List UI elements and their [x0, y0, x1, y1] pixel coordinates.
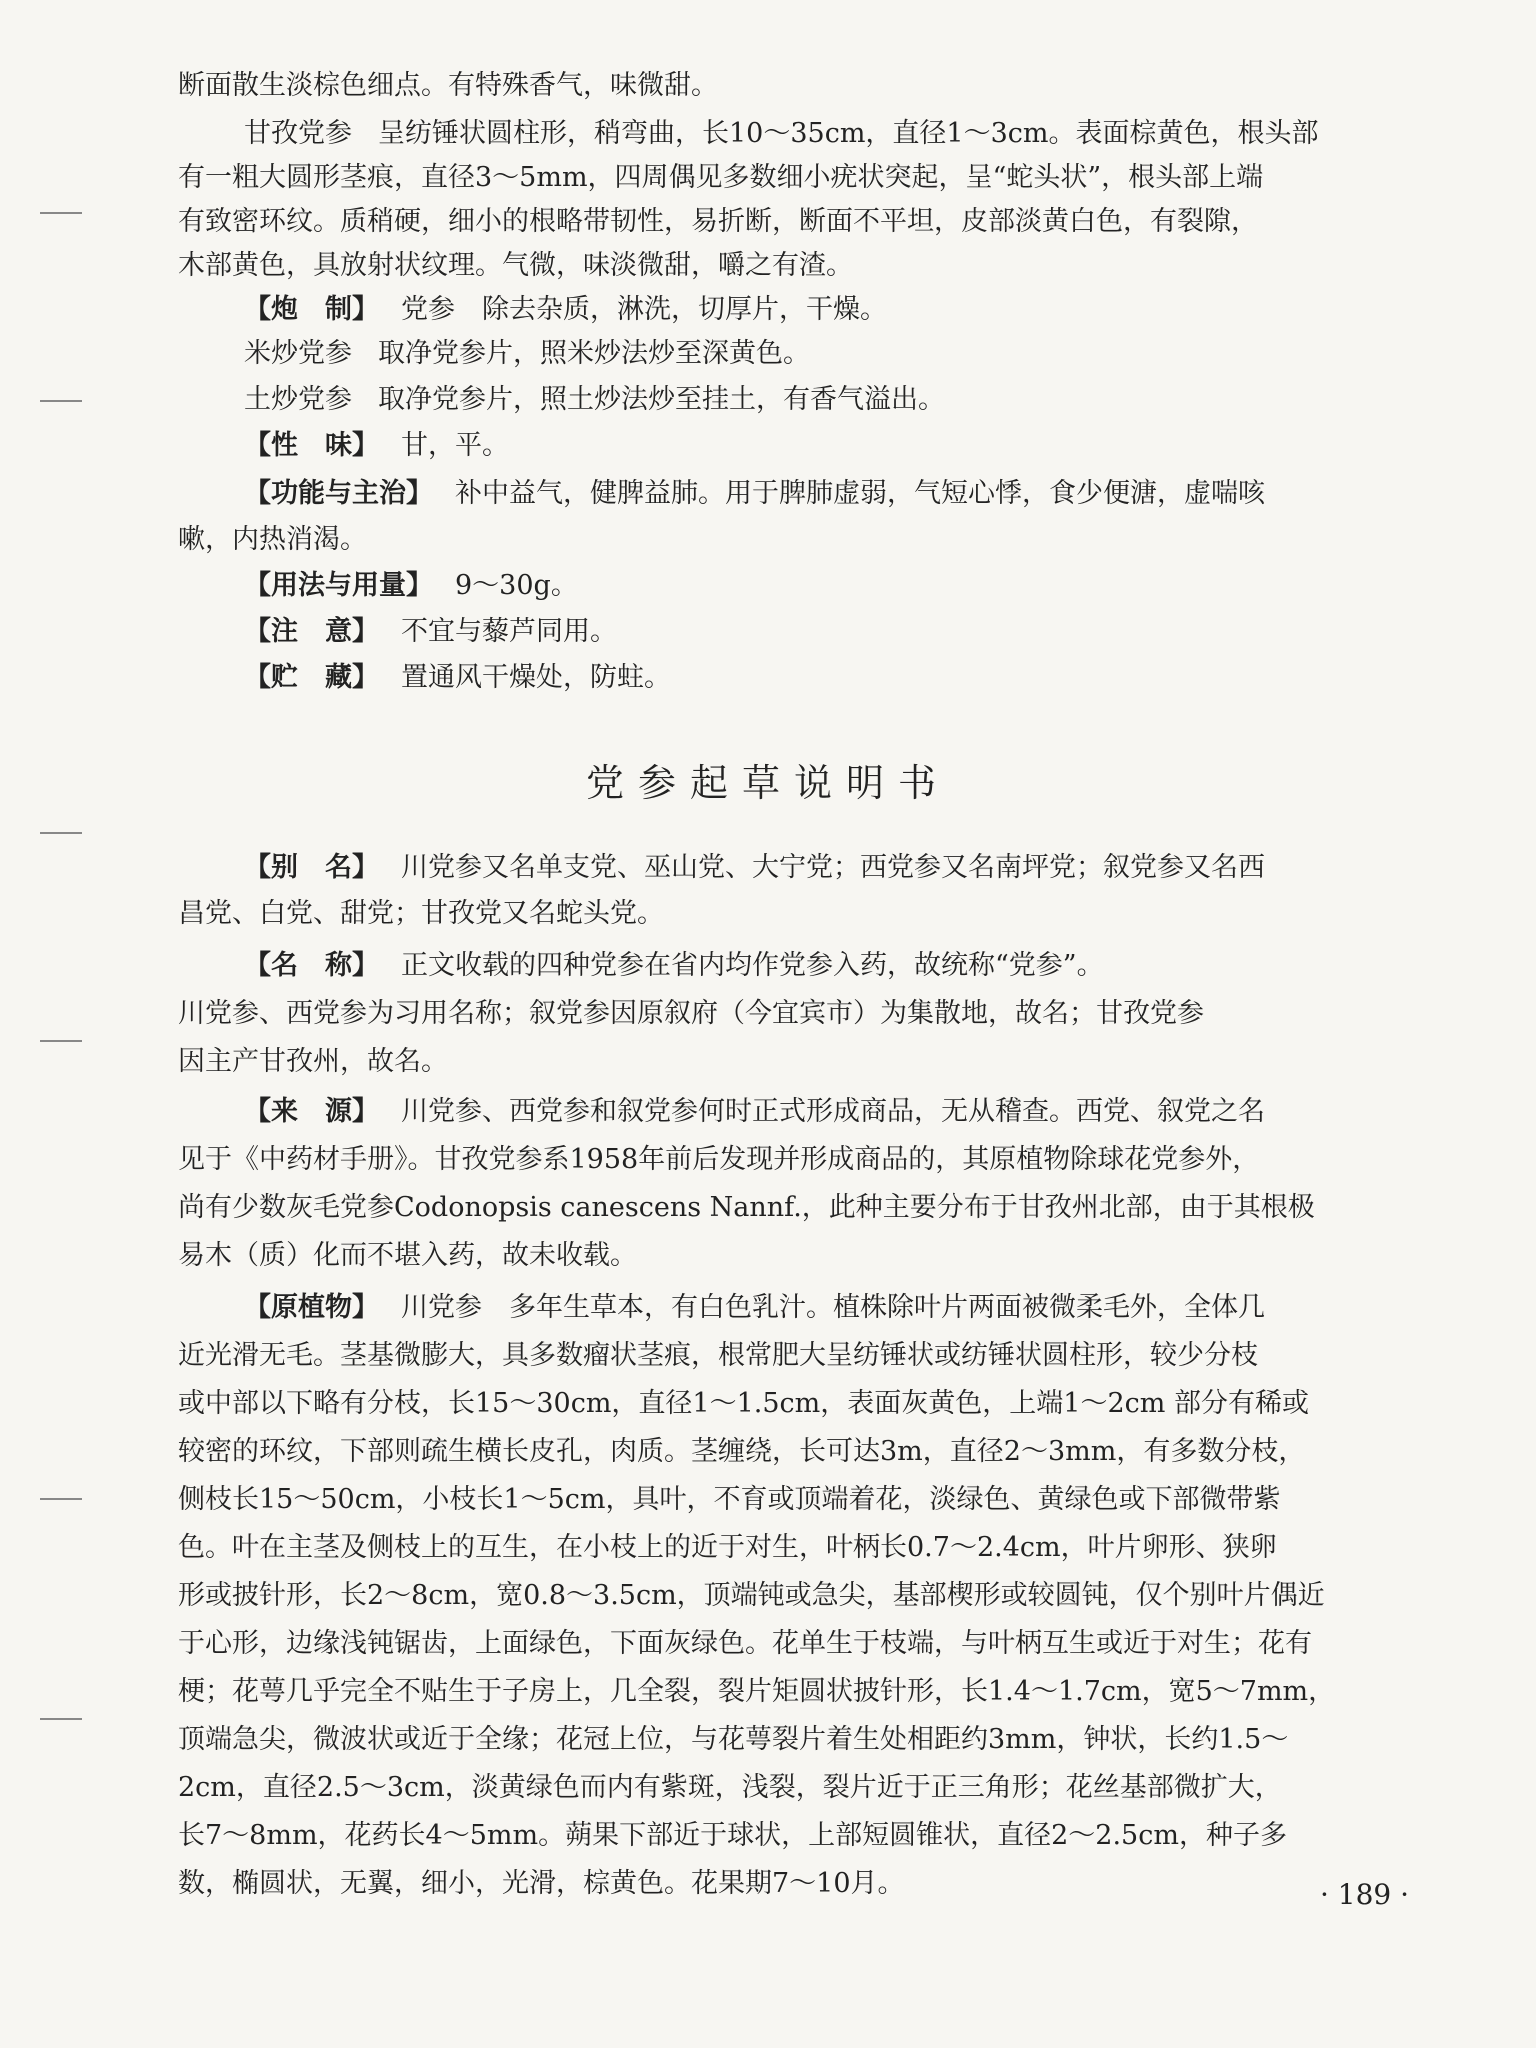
text-line: 数，椭圆状，无翼，细小，光滑，棕黄色。花果期7～10月。 [178, 1868, 905, 1899]
section-tag: 【原植物】 [244, 1292, 379, 1323]
text-line: 甘孜党参 呈纺锤状圆柱形，稍弯曲，长10～35cm，直径1～3cm。表面棕黄色，根头部 [244, 118, 1319, 149]
section-title: 党参起草说明书 [585, 761, 950, 805]
section-tag: 【炮 制】 [244, 294, 379, 325]
text-line: 有一粗大圆形茎痕，直径3～5mm，四周偶见多数细小疣状突起，呈“蛇头状”，根头部上端 [178, 162, 1264, 193]
text-line: 木部黄色，具放射状纹理。气微，味淡微甜，嚼之有渣。 [178, 250, 853, 281]
text-line: 【注 意】 不宜与藜芦同用。 [244, 616, 617, 647]
text-line: 【原植物】 川党参 多年生草本，有白色乳汁。植株除叶片两面被微柔毛外，全体几 [244, 1292, 1265, 1323]
text-line: 形或披针形，长2～8cm，宽0.8～3.5cm，顶端钝或急尖，基部楔形或较圆钝，仅个别叶片偶近 [178, 1580, 1325, 1611]
text-line: 【功能与主治】 补中益气，健脾益肺。用于脾肺虚弱，气短心悸，食少便溏，虚喘咳 [244, 478, 1265, 509]
text-line: 【名 称】 正文收载的四种党参在省内均作党参入药，故统称“党参”。 [244, 950, 1104, 981]
text-line: 【炮 制】 党参 除去杂质，淋洗，切厚片，干燥。 [244, 294, 887, 325]
text-line: 昌党、白党、甜党；甘孜党又名蛇头党。 [178, 898, 664, 929]
section-tag: 【功能与主治】 [244, 478, 433, 509]
section-tag: 【别 名】 [244, 852, 379, 883]
text-line: 或中部以下略有分枝，长15～30cm，直径1～1.5cm，表面灰黄色，上端1～2cm 部分有稀或 [178, 1388, 1309, 1419]
margin-mark [40, 1718, 82, 1720]
section-tag: 【贮 藏】 [244, 662, 379, 693]
text-line: 尚有少数灰毛党参Codonopsis canescens Nannf.，此种主要分布于甘孜州北部，由于其根极 [178, 1192, 1315, 1223]
text-line: 【贮 藏】 置通风干燥处，防蛀。 [244, 662, 671, 693]
text-line: 顶端急尖，微波状或近于全缘；花冠上位，与花萼裂片着生处相距约3mm，钟状，长约1.5～ [178, 1724, 1289, 1755]
section-tag: 【用法与用量】 [244, 570, 433, 601]
text-line: 【性 味】 甘，平。 [244, 430, 509, 461]
section-tag: 【来 源】 [244, 1096, 379, 1127]
text-line: 易木（质）化而不堪入药，故未收载。 [178, 1240, 637, 1271]
section-tag: 【性 味】 [244, 430, 379, 461]
text-line: 有致密环纹。质稍硬，细小的根略带韧性，易折断，断面不平坦，皮部淡黄白色，有裂隙， [178, 206, 1258, 237]
text-line: 较密的环纹，下部则疏生横长皮孔，肉质。茎缠绕，长可达3m，直径2～3mm，有多数分枝， [178, 1436, 1306, 1467]
text-line: 2cm，直径2.5～3cm，淡黄绿色而内有紫斑，浅裂，裂片近于正三角形；花丝基部微扩大， [178, 1772, 1282, 1803]
margin-mark [40, 1498, 82, 1500]
text-line: 土炒党参 取净党参片，照土炒法炒至挂土，有香气溢出。 [244, 384, 945, 415]
text-line: 长7～8mm，花药长4～5mm。蒴果下部近于球状，上部短圆锥状，直径2～2.5cm，种子多 [178, 1820, 1287, 1851]
text-line: 断面散生淡棕色细点。有特殊香气，味微甜。 [178, 70, 718, 101]
margin-mark [40, 212, 82, 214]
section-tag: 【注 意】 [244, 616, 379, 647]
text-line: 【用法与用量】 9～30g。 [244, 570, 578, 601]
text-line: 于心形，边缘浅钝锯齿，上面绿色，下面灰绿色。花单生于枝端，与叶柄互生或近于对生；花有 [178, 1628, 1312, 1659]
text-line: 【来 源】 川党参、西党参和叙党参何时正式形成商品，无从稽查。西党、叙党之名 [244, 1096, 1265, 1127]
text-line: 米炒党参 取净党参片，照米炒法炒至深黄色。 [244, 338, 810, 369]
margin-mark [40, 400, 82, 402]
text-line: 近光滑无毛。茎基微膨大，具多数瘤状茎痕，根常肥大呈纺锤状或纺锤状圆柱形，较少分枝 [178, 1340, 1258, 1371]
text-line: 【别 名】 川党参又名单支党、巫山党、大宁党；西党参又名南坪党；叙党参又名西 [244, 852, 1265, 883]
margin-mark [40, 1040, 82, 1042]
text-line: 见于《中药材手册》。甘孜党参系1958年前后发现并形成商品的，其原植物除球花党参外， [178, 1144, 1260, 1175]
text-line: 因主产甘孜州，故名。 [178, 1046, 448, 1077]
section-tag: 【名 称】 [244, 950, 379, 981]
text-line: 侧枝长15～50cm，小枝长1～5cm，具叶，不育或顶端着花，淡绿色、黄绿色或下部微带紫 [178, 1484, 1281, 1515]
text-line: 色。叶在主茎及侧枝上的互生，在小枝上的近于对生，叶柄长0.7～2.4cm，叶片卵形、狭卵 [178, 1532, 1277, 1563]
text-line: 川党参、西党参为习用名称；叙党参因原叙府（今宜宾市）为集散地，故名；甘孜党参 [178, 998, 1204, 1029]
margin-mark [40, 832, 82, 834]
text-line: 嗽，内热消渴。 [178, 524, 367, 555]
page-number: · 189 · [1320, 1878, 1410, 1911]
text-line: 梗；花萼几乎完全不贴生于子房上，几全裂，裂片矩圆状披针形，长1.4～1.7cm，宽5～7mm， [178, 1676, 1336, 1707]
